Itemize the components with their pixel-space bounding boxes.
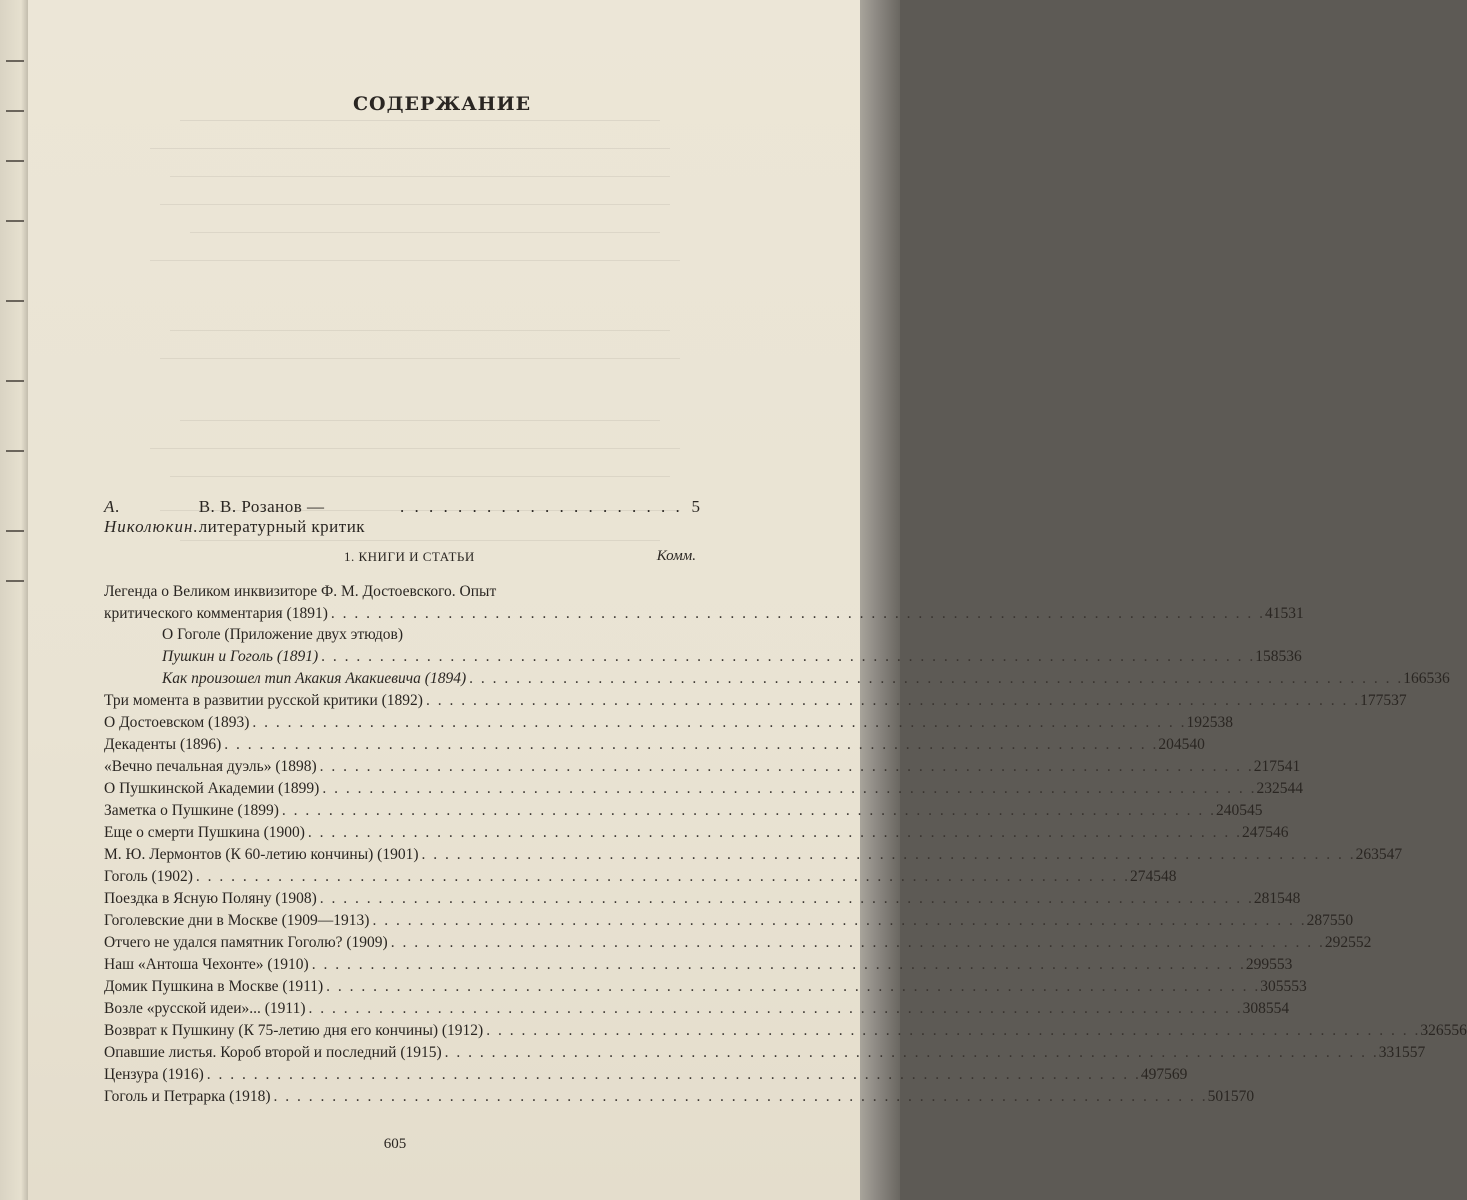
- leader-dots: . . . . . . . . . . . . . . . . . . . . . . . . . . . . . . . . . . . . . . . . . . . . . . . . . . . . . . . . . . . . . . . . . . . . . . . . . . . . . . . .: [421, 846, 1356, 863]
- toc-entry-page: 204: [1158, 736, 1182, 753]
- toc-entry-title: Как произошел тип Акакия Акакиевича (1894): [162, 670, 467, 687]
- toc-entry: [104, 844, 1403, 866]
- intro-author: А. Николюкин.: [104, 497, 199, 536]
- toc-entry-page: 287: [1306, 912, 1330, 929]
- toc-entry: [104, 778, 1303, 800]
- toc-entry-page: 331: [1378, 1044, 1403, 1061]
- toc-entry-commentary-page: 544: [1279, 780, 1303, 797]
- leader-dots: . . . . . . . . . . . . . . . . . . . . . . . . . . . . . . . . . . . . . . . . . . . . . . . . . . . . . . . . . . . . . . . . . . . . . . . . . . . . . . . .: [252, 714, 1187, 731]
- toc-entry-page: 305: [1260, 978, 1284, 995]
- toc-entry: [104, 756, 1301, 778]
- toc-entry-title: Пушкин и Гоголь (1891): [162, 648, 319, 665]
- toc-entry: [104, 800, 1263, 822]
- toc-entry: [104, 954, 1293, 976]
- toc-entry-page: 299: [1245, 956, 1270, 973]
- toc-entry-commentary-page: 537: [1383, 692, 1407, 709]
- toc-entry-page: 281: [1253, 890, 1278, 907]
- toc-entry-commentary-page: 536: [1278, 648, 1302, 665]
- toc-entry: [104, 932, 1372, 954]
- toc-entry: [104, 1042, 1426, 1064]
- toc-entry: [104, 998, 1290, 1020]
- toc-entry-title: Наш «Антоша Чехонте» (1910): [104, 956, 309, 973]
- toc-entry: [104, 668, 1450, 690]
- toc-entry-page: 240: [1215, 802, 1240, 819]
- toc-entry: [104, 910, 1354, 932]
- toc-entry-commentary-page: 552: [1348, 934, 1372, 951]
- toc-entry-commentary-page: 546: [1265, 824, 1289, 841]
- toc-list: [104, 582, 1467, 1108]
- toc-entry-commentary-page: 531: [1280, 605, 1304, 622]
- toc-entry-title: Легенда о Великом инквизиторе Ф. М. Достоевского. Опыт: [104, 583, 497, 600]
- toc-entry-title: Заметка о Пушкине (1899): [104, 802, 279, 819]
- toc-entry-title: Опавшие листья. Короб второй и последний (1915): [104, 1044, 442, 1061]
- toc-entry-page: 232: [1256, 780, 1280, 797]
- leader-dots: . . . . . . . . . . . . . . . . . . . . . . . . . . . . . . . . . . . . . . . . . . . . . . . . . . . . . . . . . . . . . . . . . . . . . . . . . . . . . . . .: [321, 648, 1256, 665]
- leader-dots: . . . . . . . . . . . . . . . . . . . . . . . . . . . . . . . . . . . . . . . . . . . . . . . . . . . . . . . . . . . . . . . . . . . . . . . . . . . . . . . .: [308, 1000, 1243, 1017]
- leader-dots: . . . . . . . . . . . . . . . . . . . .: [399, 497, 683, 516]
- leader-dots: . . . . . . . . . . . . . . . . . . . . . . . . . . . . . . . . . . . . . . . . . . . . . . . . . . . . . . . . . . . . . . . . . . . . . . . . . . . . . . . .: [390, 934, 1325, 951]
- toc-entry-title: Декаденты (1896): [104, 736, 222, 753]
- toc-entry-commentary-page: 550: [1329, 912, 1354, 929]
- toc-entry-commentary-page: 557: [1402, 1044, 1426, 1061]
- toc-entry-title: Еще о смерти Пушкина (1900): [104, 824, 305, 841]
- toc-entry-page: 177: [1360, 692, 1384, 709]
- leader-dots: . . . . . . . . . . . . . . . . . . . . . . . . . . . . . . . . . . . . . . . . . . . . . . . . . . . . . . . . . . . . . . . . . . . . . . . . . . . . . . . .: [195, 868, 1130, 885]
- toc-entry-page: 497: [1140, 1066, 1165, 1083]
- toc-entry: [104, 712, 1233, 734]
- toc-entry-title: Три момента в развитии русской критики (1892): [104, 692, 423, 709]
- toc-entry: [104, 734, 1205, 756]
- adjacent-page-edge: [0, 0, 30, 1200]
- leader-dots: . . . . . . . . . . . . . . . . . . . . . . . . . . . . . . . . . . . . . . . . . . . . . . . . . . . . . . . . . . . . . . . . . . . . . . . . . . . . . . . .: [311, 956, 1246, 973]
- leader-dots: . . . . . . . . . . . . . . . . . . . . . . . . . . . . . . . . . . . . . . . . . . . . . . . . . . . . . . . . . . . . . . . . . . . . . . . . . . . . . . . .: [425, 692, 1361, 709]
- toc-entry-page: 274: [1130, 868, 1154, 885]
- toc-entry-commentary-page: 570: [1230, 1088, 1255, 1105]
- toc-entry-title: Поездка в Ясную Поляну (1908): [104, 890, 317, 907]
- toc-entry: [104, 625, 740, 646]
- leader-dots: . . . . . . . . . . . . . . . . . . . . . . . . . . . . . . . . . . . . . . . . . . . . . . . . . . . . . . . . . . . . . . . . . . . . . . . . . . . . . . . .: [281, 802, 1216, 819]
- leader-dots: . . . . . . . . . . . . . . . . . . . . . . . . . . . . . . . . . . . . . . . . . . . . . . . . . . . . . . . . . . . . . . . . . . . . . . . . . . . . . . . .: [319, 890, 1254, 907]
- toc-entry-commentary-page: 536: [1426, 670, 1450, 687]
- toc-entry-title: О Гоголе (Приложение двух этюдов): [162, 626, 404, 643]
- leader-dots: . . . . . . . . . . . . . . . . . . . . . . . . . . . . . . . . . . . . . . . . . . . . . . . . . . . . . . . . . . . . . . . . . . . . . . . . . . . . . . . .: [330, 605, 1266, 622]
- leader-dots: . . . . . . . . . . . . . . . . . . . . . . . . . . . . . . . . . . . . . . . . . . . . . . . . . . . . . . . . . . . . . . . . . . . . . . . . . . . . . . . .: [273, 1088, 1208, 1105]
- toc-entry: [104, 1020, 1467, 1042]
- toc-entry-page: 326: [1420, 1022, 1444, 1039]
- toc-entry-title: О Пушкинской Академии (1899): [104, 780, 320, 797]
- leader-dots: . . . . . . . . . . . . . . . . . . . . . . . . . . . . . . . . . . . . . . . . . . . . . . . . . . . . . . . . . . . . . . . . . . . . . . . . . . . . . . . .: [469, 670, 1404, 687]
- toc-entry-page: 41: [1265, 605, 1281, 622]
- toc-entry-commentary-page: 553: [1283, 978, 1307, 995]
- toc-entry-title: Домик Пушкина в Москве (1911): [104, 978, 324, 995]
- toc-entry-commentary-page: 548: [1277, 890, 1301, 907]
- leader-dots: . . . . . . . . . . . . . . . . . . . . . . . . . . . . . . . . . . . . . . . . . . . . . . . . . . . . . . . . . . . . . . . . . . . . . . . . . . . . . . . .: [206, 1066, 1141, 1083]
- toc-entry-title: Возле «русской идеи»... (1911): [104, 1000, 306, 1017]
- section-title: 1. КНИГИ И СТАТЬИ: [344, 549, 475, 564]
- toc-entry-page: 263: [1355, 846, 1379, 863]
- leader-dots: . . . . . . . . . . . . . . . . . . . . . . . . . . . . . . . . . . . . . . . . . . . . . . . . . . . . . . . . . . . . . . . . . . . . . . . . . . . . . . . .: [486, 1022, 1421, 1039]
- intro-page-number: 5: [691, 497, 700, 516]
- leader-dots: . . . . . . . . . . . . . . . . . . . . . . . . . . . . . . . . . . . . . . . . . . . . . . . . . . . . . . . . . . . . . . . . . . . . . . . . . . . . . . . .: [319, 758, 1254, 775]
- leader-dots: . . . . . . . . . . . . . . . . . . . . . . . . . . . . . . . . . . . . . . . . . . . . . . . . . . . . . . . . . . . . . . . . . . . . . . . . . . . . . . . .: [322, 780, 1257, 797]
- toc-entry: [104, 582, 740, 603]
- toc-entry-commentary-page: 540: [1181, 736, 1205, 753]
- toc-entry-commentary-page: 538: [1209, 714, 1233, 731]
- commentary-column-label: Комм.: [656, 548, 696, 564]
- leader-dots: . . . . . . . . . . . . . . . . . . . . . . . . . . . . . . . . . . . . . . . . . . . . . . . . . . . . . . . . . . . . . . . . . . . . . . . . . . . . . . . .: [326, 978, 1261, 995]
- page-title: СОДЕРЖАНИЕ: [352, 93, 532, 115]
- toc-entry: [104, 866, 1177, 888]
- toc-entry-commentary-page: 548: [1153, 868, 1177, 885]
- toc-entry-commentary-page: 541: [1277, 758, 1301, 775]
- toc-entry-page: 158: [1255, 648, 1279, 665]
- leader-dots: . . . . . . . . . . . . . . . . . . . . . . . . . . . . . . . . . . . . . . . . . . . . . . . . . . . . . . . . . . . . . . . . . . . . . . . . . . . . . . . .: [307, 824, 1243, 841]
- page-number: 605: [383, 1136, 407, 1152]
- toc-entry-title: Гоголевские дни в Москве (1909—1913): [104, 912, 370, 929]
- toc-entry-commentary-page: 556: [1443, 1022, 1467, 1039]
- toc-entry-title: критического комментария (1891): [104, 605, 328, 622]
- toc-entry: [104, 1064, 1188, 1086]
- toc-entry-page: 501: [1207, 1088, 1231, 1105]
- toc-entry-page: 247: [1242, 824, 1266, 841]
- leader-dots: . . . . . . . . . . . . . . . . . . . . . . . . . . . . . . . . . . . . . . . . . . . . . . . . . . . . . . . . . . . . . . . . . . . . . . . . . . . . . . . .: [372, 912, 1307, 929]
- toc-entry-title: Цензура (1916): [104, 1066, 204, 1083]
- toc-entry-commentary-page: 569: [1164, 1066, 1188, 1083]
- intro-entry: [104, 497, 700, 537]
- toc-entry-commentary-page: 553: [1269, 956, 1293, 973]
- toc-entry-page: 192: [1186, 714, 1210, 731]
- toc-entry-title: М. Ю. Лермонтов (К 60-летию кончины) (1901): [104, 846, 419, 863]
- toc-entry: [104, 976, 1307, 998]
- leader-dots: . . . . . . . . . . . . . . . . . . . . . . . . . . . . . . . . . . . . . . . . . . . . . . . . . . . . . . . . . . . . . . . . . . . . . . . . . . . . . . . .: [224, 736, 1159, 753]
- toc-entry: [104, 690, 1407, 712]
- toc-entry-title: Отчего не удался памятник Гоголю? (1909): [104, 934, 388, 951]
- toc-entry-page: 292: [1324, 934, 1349, 951]
- toc-entry-page: 166: [1403, 670, 1427, 687]
- leader-dots: . . . . . . . . . . . . . . . . . . . . . . . . . . . . . . . . . . . . . . . . . . . . . . . . . . . . . . . . . . . . . . . . . . . . . . . . . . . . . . . .: [444, 1044, 1379, 1061]
- toc-entry: [104, 603, 1304, 625]
- toc-entry-title: Гоголь и Петрарка (1918): [104, 1088, 271, 1105]
- toc-entry-title: «Вечно печальная дуэль» (1898): [104, 758, 317, 775]
- toc-entry: [104, 646, 1302, 668]
- toc-entry-commentary-page: 554: [1265, 1000, 1290, 1017]
- toc-entry: [104, 1086, 1255, 1108]
- toc-entry-title: О Достоевском (1893): [104, 714, 250, 731]
- toc-entry-title: Гоголь (1902): [104, 868, 193, 885]
- toc-entry: [104, 888, 1301, 910]
- intro-title: В. В. Розанов — литературный критик: [198, 497, 366, 536]
- toc-entry-page: 217: [1253, 758, 1278, 775]
- toc-entry-commentary-page: 545: [1239, 802, 1263, 819]
- toc-entry-commentary-page: 547: [1378, 846, 1403, 863]
- toc-entry: [104, 822, 1289, 844]
- toc-entry-page: 308: [1242, 1000, 1266, 1017]
- toc-entry-title: Возврат к Пушкину (К 75-летию дня его кончины) (1912): [104, 1022, 484, 1039]
